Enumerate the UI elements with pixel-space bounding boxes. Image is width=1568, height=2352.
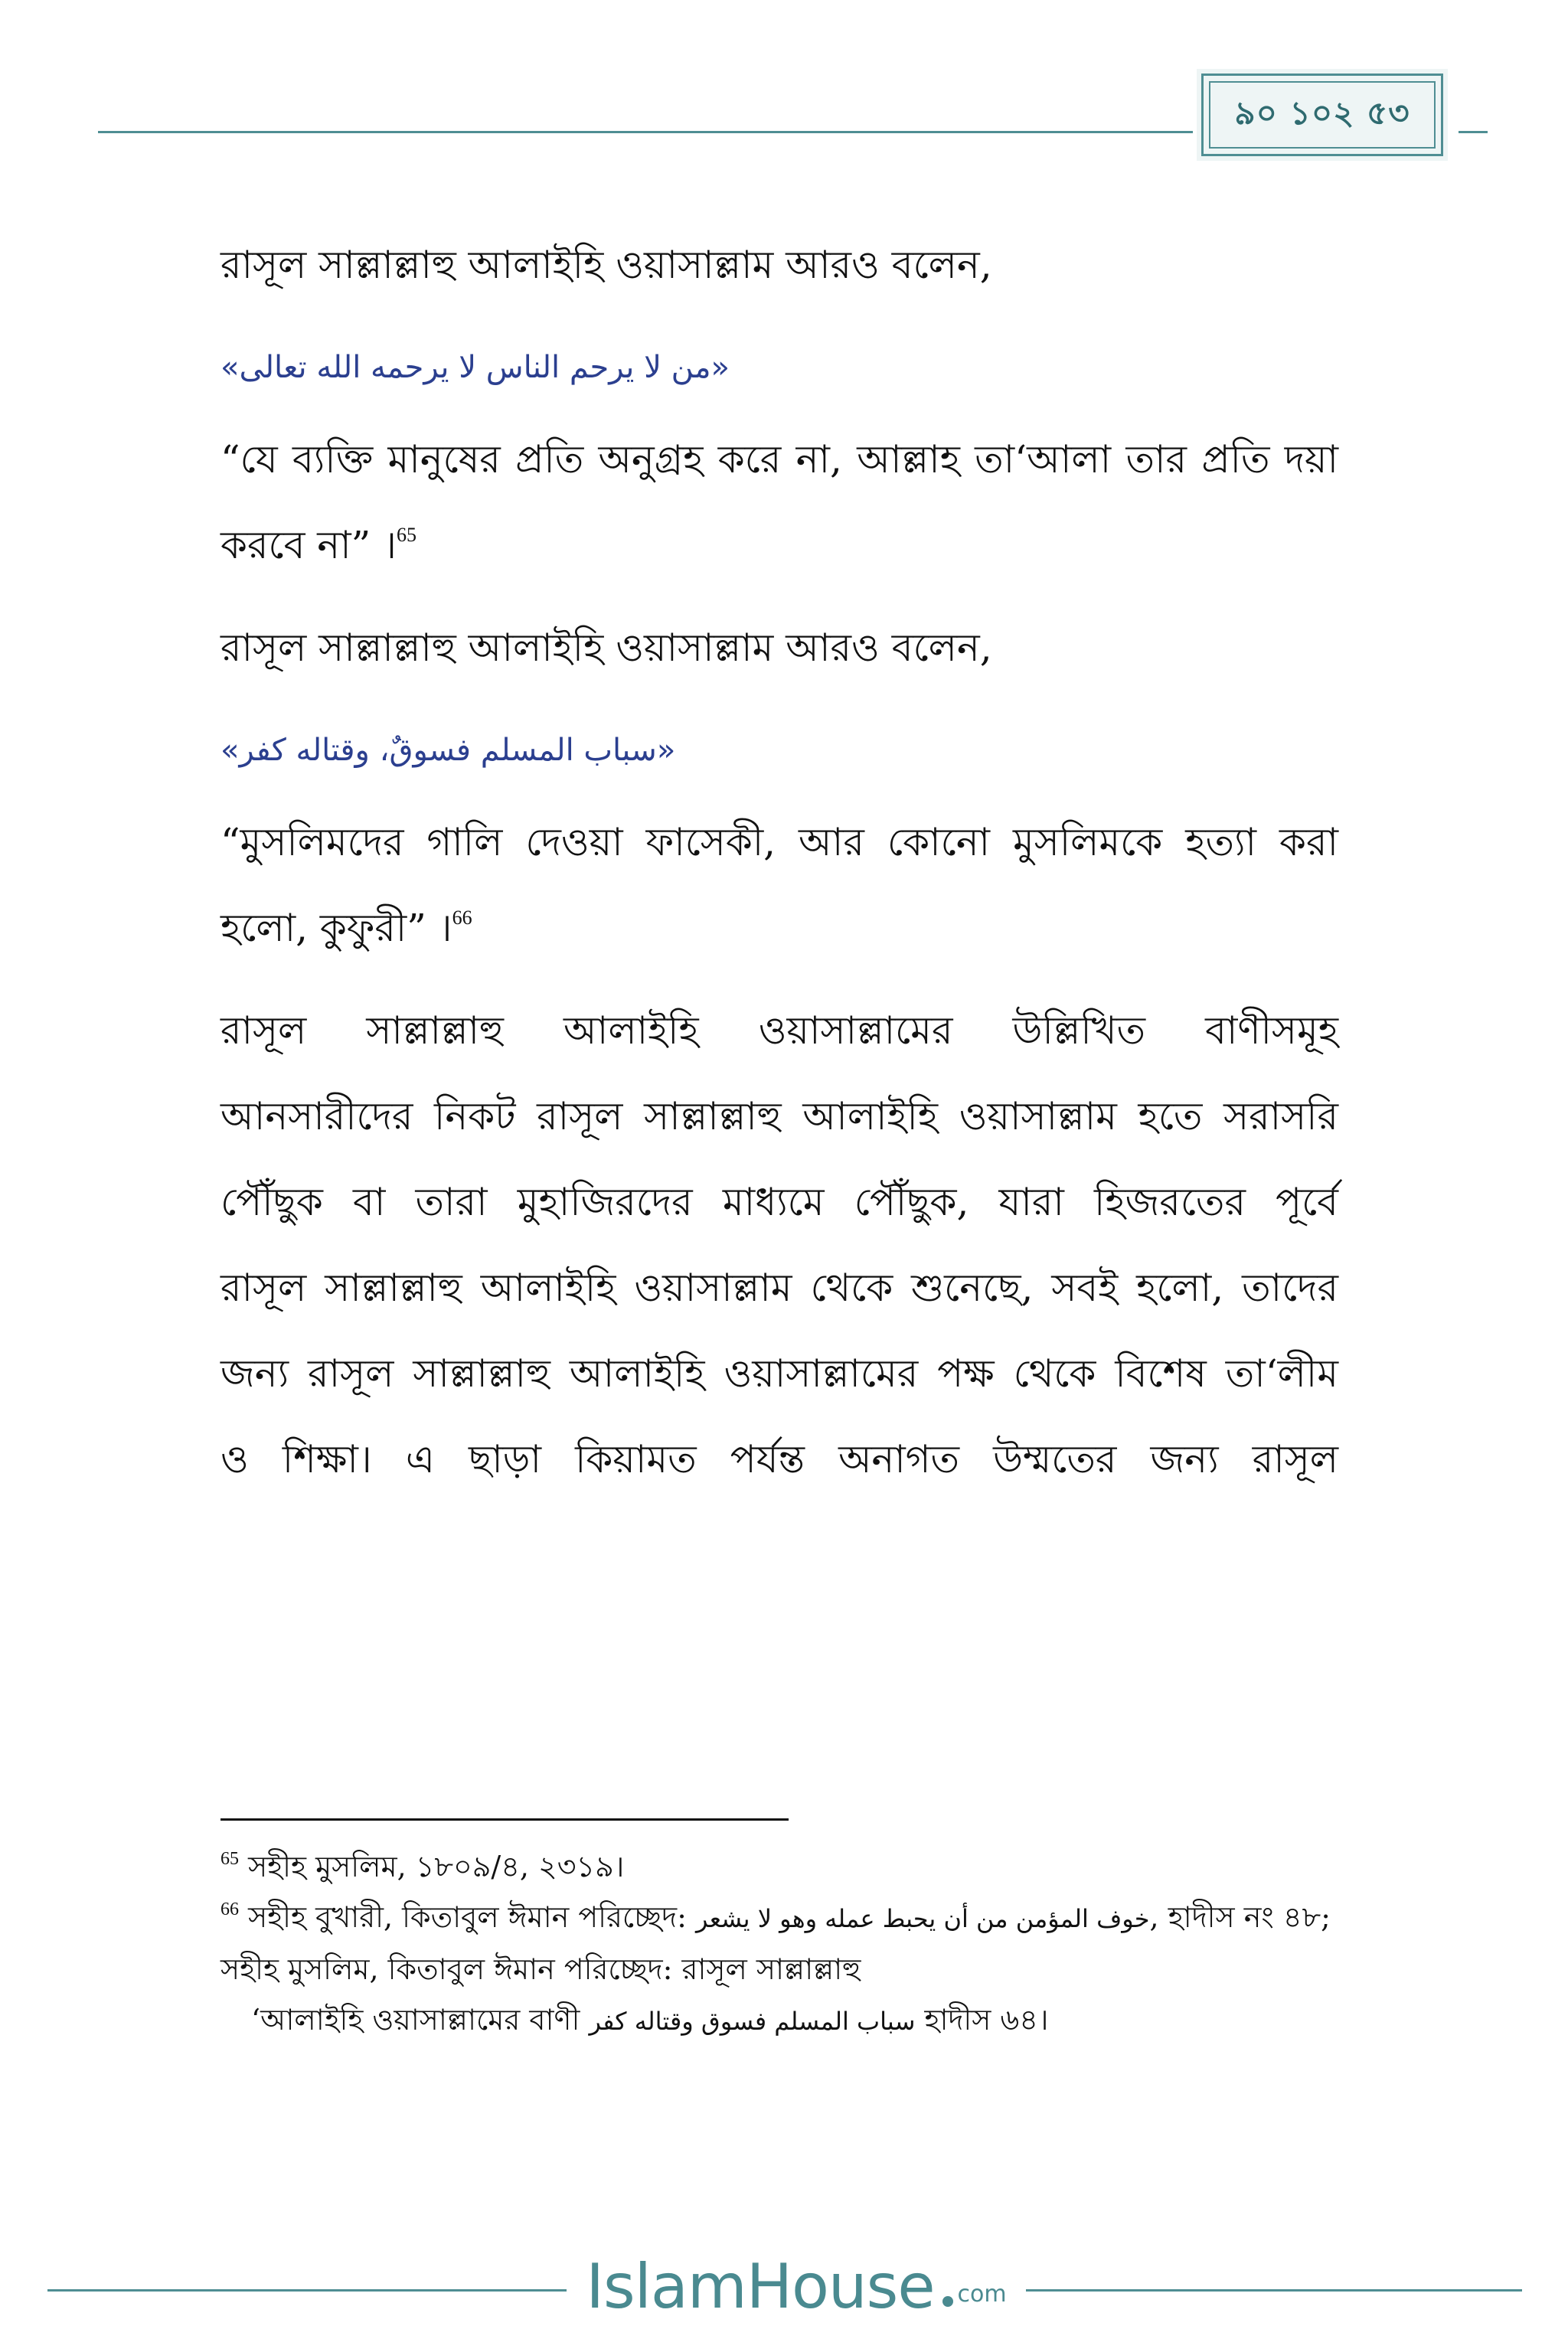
header-rule	[98, 131, 1193, 133]
commentary-line: রাসূল সাল্লাল্লাহু আলাইহি ওয়াসাল্লামের উল্লিখিত বাণীসমূহ	[220, 1008, 1338, 1053]
paragraph-commentary	[220, 988, 1338, 1502]
paragraph-intro-1: রাসূল সাল্লাল্লাহু আলাইহি ওয়াসাল্লাম আরও বলেন,	[220, 243, 992, 287]
footnote-ref-65[interactable]: 65	[396, 524, 416, 546]
footnote-66-continued	[220, 1994, 1338, 2047]
footer-rule-left	[47, 2289, 567, 2292]
translation-1-text: “যে ব্যক্তি মানুষের প্রতি অনুগ্রহ করে না, আল্লাহ তা‘আলা তার প্রতি দয়া করবে না” ।	[220, 437, 1338, 567]
page-number-badge	[1197, 69, 1448, 161]
brand-tld: com	[957, 2281, 1007, 2308]
footnotes	[220, 1841, 1338, 2047]
footnote-text: হাদীস ৬৪।	[924, 2003, 1049, 2037]
footnote-arabic: سباب المسلم فسوق وقتاله كفر	[589, 2007, 916, 2036]
footnote-65	[220, 1841, 1338, 1892]
footnote-text: সহীহ বুখারী, কিতাবুল ঈমান পরিচ্ছেদ:	[248, 1900, 687, 1934]
commentary-line: আনসারীদের নিকট রাসূল সাল্লাল্লাহু আলাইহি ওয়াসাল্লাম হতে সরাসরি	[220, 1094, 1338, 1138]
translation-2-text: “মুসলিমদের গালি দেওয়া ফাসেকী, আর কোনো মুসলিমকে হত্যা করা হলো, কুফুরী” ।	[220, 820, 1338, 950]
commentary-line: পৌঁছুক বা তারা মুহাজিরদের মাধ্যমে পৌঁছুক, যারা হিজরতের পূর্বে	[220, 1180, 1338, 1224]
page-body	[220, 222, 1338, 1502]
footnote-66	[220, 1892, 1338, 1994]
commentary-line: রাসূল সাল্লাল্লাহু আলাইহি ওয়াসাল্লাম থেকে শুনেছে, সবই হলো, তাদের	[220, 1266, 1338, 1310]
paragraph-translation-2	[220, 799, 1338, 971]
paragraph-intro-2: রাসূল সাল্লাল্লাহু আলাইহি ওয়াসাল্লাম আরও বলেন,	[220, 626, 992, 670]
arabic-hadith-1: «من لا يرحم الناس لا يرحمه الله تعالى»	[220, 350, 730, 385]
commentary-line: জন্য রাসূল সাল্লাল্লাহু আলাইহি ওয়াসাল্লামের পক্ষ থেকে বিশেষ তা‘লীম	[220, 1351, 1338, 1396]
footnote-separator	[220, 1818, 789, 1821]
footnote-number: 65	[220, 1849, 239, 1869]
footer-rule-right	[1026, 2289, 1522, 2292]
footnote-text: ‘আলাইহি ওয়াসাল্লামের বাণী	[251, 2003, 580, 2037]
footnote-number: 66	[220, 1900, 239, 1919]
dot-icon	[942, 2296, 953, 2307]
footnote-ref-66[interactable]: 66	[452, 906, 472, 929]
footnote-text: , হাদীস নং ৪৮; সহীহ মুসলিম, কিতাবুল ঈমান পরিচ্ছেদ: রাসূল সাল্লাল্লাহু	[220, 1900, 1331, 1986]
commentary-line: ও শিক্ষা। এ ছাড়া কিয়ামত পর্যন্ত অনাগত উম্মতের জন্য রাসূল	[220, 1437, 1338, 1481]
paragraph-translation-1	[220, 416, 1338, 588]
header-rule-end	[1459, 131, 1488, 133]
islamhouse-logo	[582, 2239, 1011, 2324]
page-number: ৯০ ১০২ ৫৩	[1209, 81, 1436, 149]
footnote-arabic: خوف المؤمن من أن يحبط عمله وهو لا يشعر	[696, 1904, 1150, 1933]
arabic-hadith-2: «سباب المسلم فسوقٌ، وقتاله كفر»	[220, 733, 676, 768]
brand-name: IslamHouse	[586, 2251, 935, 2322]
footnote-text: সহীহ মুসলিম, ১৮০৯/৪, ২৩১৯।	[248, 1850, 625, 1883]
